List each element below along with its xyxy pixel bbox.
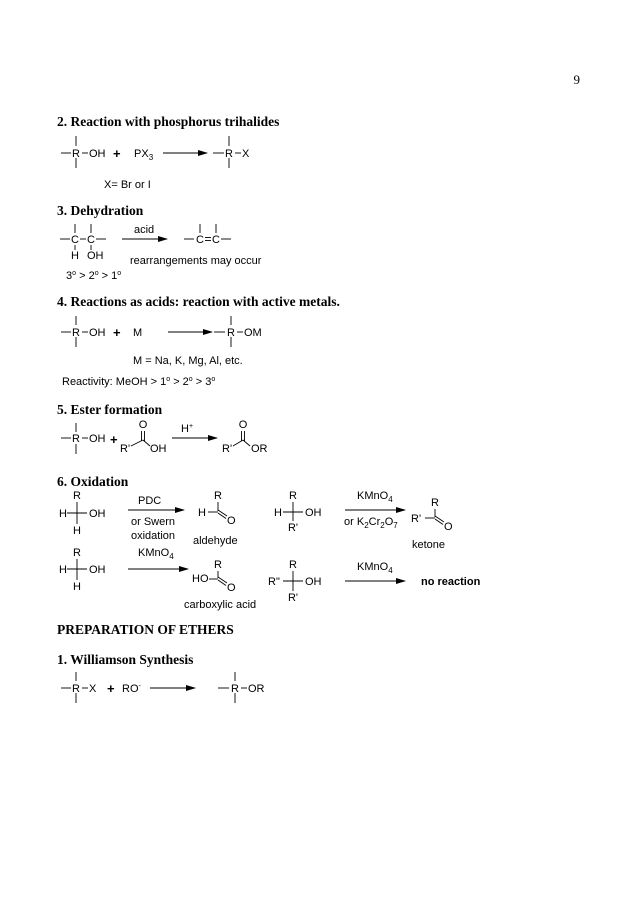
alkene-product	[184, 224, 231, 246]
x-label: X	[89, 683, 97, 695]
r-prime-label: R'	[411, 513, 422, 525]
methanol-structure	[59, 547, 106, 593]
r-label: R	[72, 433, 80, 445]
carbon-2-label: C	[212, 234, 220, 246]
r-label: R	[227, 327, 235, 339]
primary-alcohol-structure	[59, 490, 106, 537]
oh-label: OH	[87, 250, 104, 262]
oh-label: OH	[305, 507, 322, 519]
carbon-2-label: C	[87, 234, 95, 246]
oh-label: OH	[89, 327, 106, 339]
h-label: H	[71, 250, 79, 262]
oh-label: OH	[89, 564, 106, 576]
ketone-structure	[411, 497, 453, 551]
r-prime-label: R'	[287, 592, 299, 604]
oh-label: OH	[305, 576, 322, 588]
tertiary-alcohol-structure	[268, 559, 322, 604]
williamson-heading: 1. Williamson Synthesis	[57, 652, 194, 667]
alkoxide-reagent: RO-	[122, 683, 141, 695]
r-prime-label: R'	[120, 443, 131, 455]
ester-product	[222, 419, 268, 455]
aldehyde-caption: aldehyde	[193, 535, 238, 547]
section-4-heading: 4. Reactions as acids: reaction with active metals.	[57, 294, 340, 309]
h-label: H	[59, 508, 67, 520]
section-oxidation	[57, 474, 481, 611]
px3-reagent: $PX_3$	[134, 148, 154, 162]
carboxylic-acid-structure	[184, 559, 256, 611]
r-label: R	[231, 683, 239, 695]
section-active-metals	[57, 294, 340, 388]
alcohol-structure	[61, 136, 106, 168]
carbon-1-label: C	[71, 234, 79, 246]
oh-label: OH	[89, 508, 106, 520]
h-label: H	[73, 525, 81, 537]
metal-list-note: M = Na, K, Mg, Al, etc.	[133, 355, 243, 367]
section-6-heading: 6. Oxidation	[57, 474, 129, 489]
secondary-alcohol-structure	[274, 490, 322, 534]
aldehyde-structure	[193, 490, 238, 547]
h-label: H	[73, 581, 81, 593]
o-label: O	[227, 515, 236, 527]
oh-label: OH	[150, 443, 167, 455]
kmno4-label: KMnO$_4$	[357, 561, 393, 575]
ho-label: HO	[192, 573, 209, 585]
alkoxide-product	[214, 316, 262, 347]
or-label: OR	[251, 443, 268, 455]
h-label: H	[59, 564, 67, 576]
alcohol-structure	[61, 316, 106, 347]
pdc-label: PDC	[138, 495, 162, 507]
section-ester-formation	[57, 402, 268, 455]
r-label: R	[72, 148, 80, 160]
oh-label: OH	[89, 148, 106, 160]
rearrangement-note: rearrangements may occur	[130, 255, 262, 267]
r-label: R	[73, 547, 81, 559]
alkyl-halide-structure	[61, 672, 97, 703]
r-prime-label: R'	[222, 443, 233, 455]
x-label: X	[242, 148, 250, 160]
plus-sign: +	[113, 325, 121, 340]
r-prime-label: R'	[287, 522, 299, 534]
acid-catalyst-label: H+	[181, 423, 194, 435]
plus-sign: +	[110, 432, 118, 447]
kmno4-label: KMnO$_4$	[357, 490, 393, 504]
alkyl-halide-product	[213, 136, 250, 168]
ketone-caption: ketone	[412, 539, 446, 551]
carboxylic-acid-caption: carboxylic acid	[184, 599, 257, 611]
alcohol-structure	[61, 423, 106, 454]
r-label: R	[289, 490, 297, 502]
o-label: O	[444, 521, 453, 533]
reactivity-order: Reactivity: MeOH > $1^o > 2^o > 3^o$	[62, 376, 216, 388]
r-label: R	[289, 559, 297, 571]
section-preparation-of-ethers	[57, 622, 265, 703]
r-label: R	[72, 327, 80, 339]
dichromate-label: or $K_2Cr_2O_7$	[344, 516, 398, 530]
r-label: R	[214, 559, 222, 571]
section-3-heading: 3. Dehydration	[57, 203, 144, 218]
om-label: OM	[244, 327, 262, 339]
no-reaction-label: no reaction	[421, 576, 481, 588]
r-label: R	[73, 490, 81, 502]
section-phosphorus-trihalides	[57, 114, 279, 191]
halide-note: X= Br or I	[104, 179, 151, 191]
o-label: O	[227, 582, 236, 594]
carbonyl-o-label: O	[238, 419, 248, 431]
r-label: R	[225, 148, 233, 160]
swern-label-line-2: oxidation	[131, 530, 176, 542]
h-label: H	[198, 507, 206, 519]
ethers-heading: PREPARATION OF ETHERS	[57, 622, 234, 637]
swern-label-line-1: or Swern	[131, 516, 176, 528]
r-label: R	[214, 490, 222, 502]
plus-sign: +	[107, 681, 115, 696]
carbocation-order: $3^o > 2^o > 1^o$	[66, 270, 122, 282]
carbon-1-label: C	[196, 234, 204, 246]
section-2-heading: 2. Reaction with phosphorus trihalides	[57, 114, 280, 129]
carbonyl-o-label: O	[138, 419, 148, 431]
kmno4-label: KMnO$_4$	[138, 547, 174, 561]
section-5-heading: 5. Ester formation	[57, 402, 163, 417]
carboxylic-acid-reactant	[120, 419, 167, 455]
metal-reagent: M	[133, 327, 143, 339]
alcohol-structure	[60, 224, 106, 262]
oh-label: OH	[89, 433, 106, 445]
section-dehydration	[57, 203, 262, 282]
r-double-prime-label: R"	[268, 576, 280, 588]
or-label: OR	[248, 683, 265, 695]
plus-sign: +	[113, 146, 121, 161]
acid-label: acid	[134, 224, 155, 236]
page-number: 9	[573, 72, 580, 87]
ether-product	[218, 672, 265, 703]
r-label: R	[431, 497, 439, 509]
r-label: R	[72, 683, 80, 695]
h-label: H	[274, 507, 282, 519]
